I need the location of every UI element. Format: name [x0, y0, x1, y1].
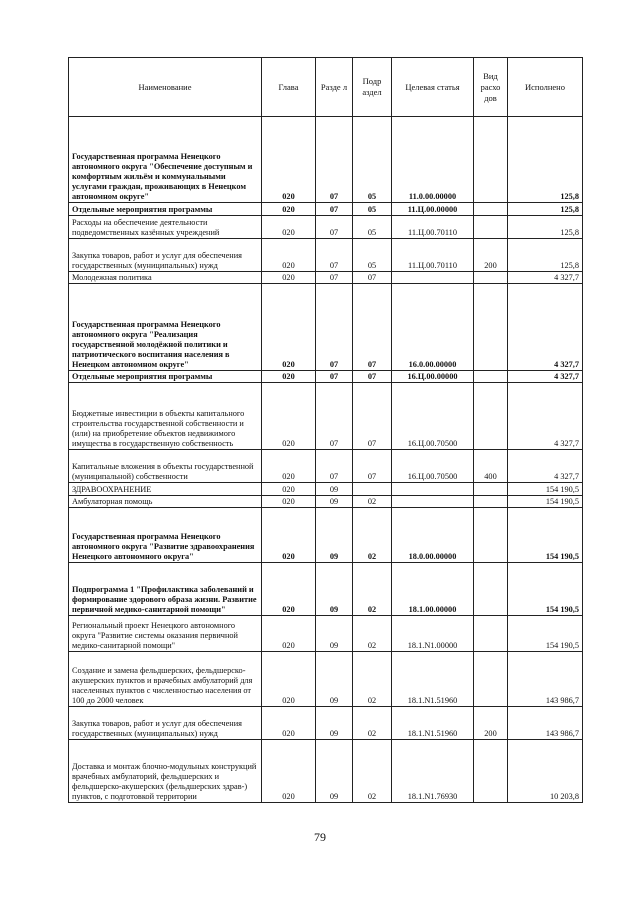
row-glava: 020 [262, 239, 316, 272]
row-glava: 020 [262, 508, 316, 563]
row-ispolneno: 154 190,5 [508, 616, 583, 652]
table-row [69, 284, 583, 371]
row-razdel: 07 [316, 284, 353, 371]
row-celevaya: 11.Ц.00.70110 [392, 216, 474, 239]
table-row [69, 117, 583, 203]
table-row [69, 383, 583, 450]
row-vid [474, 508, 508, 563]
header-glava: Глава [262, 58, 316, 117]
row-vid [474, 117, 508, 203]
row-podrazdel: 02 [353, 508, 392, 563]
row-celevaya: 11.Ц.00.70110 [392, 239, 474, 272]
row-vid [474, 272, 508, 284]
row-celevaya: 18.1.N1.51960 [392, 652, 474, 707]
row-glava: 020 [262, 117, 316, 203]
row-glava: 020 [262, 450, 316, 483]
row-vid: 200 [474, 239, 508, 272]
row-glava: 020 [262, 496, 316, 508]
table-row [69, 203, 583, 216]
row-name: Отдельные мероприятия программы [69, 203, 262, 216]
row-celevaya: 18.1.N1.76930 [392, 740, 474, 803]
row-vid [474, 371, 508, 383]
row-celevaya: 18.1.00.00000 [392, 563, 474, 616]
row-celevaya [392, 483, 474, 496]
row-vid [474, 216, 508, 239]
row-ispolneno: 125,8 [508, 203, 583, 216]
row-celevaya: 11.0.00.00000 [392, 117, 474, 203]
header-podrazdel: Подр аздел [353, 58, 392, 117]
row-name: Закупка товаров, работ и услуг для обеспечения государственных (муниципальных) нужд [69, 239, 262, 272]
row-razdel: 09 [316, 652, 353, 707]
row-name: Доставка и монтаж блочно-модульных конструкций врачебных амбулаторий, фельдшерских и фельдшерско-акушерских (фельдшерских здрав-) пунктов, с подготовкой территории [69, 740, 262, 803]
row-glava: 020 [262, 707, 316, 740]
row-name: Капитальные вложения в объекты государственной (муниципальной) собственности [69, 450, 262, 483]
row-glava: 020 [262, 483, 316, 496]
table-row [69, 371, 583, 383]
row-razdel: 09 [316, 563, 353, 616]
table-header-row [69, 58, 583, 117]
row-glava: 020 [262, 383, 316, 450]
row-ispolneno: 154 190,5 [508, 496, 583, 508]
row-ispolneno: 10 203,8 [508, 740, 583, 803]
table-row [69, 563, 583, 616]
row-ispolneno: 4 327,7 [508, 450, 583, 483]
row-glava: 020 [262, 272, 316, 284]
table-row [69, 239, 583, 272]
row-name: Создание и замена фельдшерских, фельдшерско-акушерских пунктов и врачебных амбулаторий для населенных пунктов с численностью населения от 100 до 2000 человек [69, 652, 262, 707]
page-number: 79 [314, 830, 326, 844]
row-vid: 200 [474, 707, 508, 740]
row-razdel: 07 [316, 239, 353, 272]
header-celevaya: Целевая статья [392, 58, 474, 117]
row-celevaya: 16.Ц.00.00000 [392, 371, 474, 383]
row-podrazdel: 05 [353, 216, 392, 239]
row-glava: 020 [262, 740, 316, 803]
row-razdel: 09 [316, 508, 353, 563]
row-podrazdel [353, 483, 392, 496]
row-podrazdel: 02 [353, 740, 392, 803]
row-vid [474, 383, 508, 450]
row-razdel: 09 [316, 483, 353, 496]
row-ispolneno: 4 327,7 [508, 284, 583, 371]
row-ispolneno: 125,8 [508, 117, 583, 203]
row-podrazdel: 07 [353, 371, 392, 383]
row-name: ЗДРАВООХРАНЕНИЕ [69, 483, 262, 496]
table-row [69, 508, 583, 563]
row-podrazdel: 02 [353, 616, 392, 652]
row-celevaya: 18.1.N1.51960 [392, 707, 474, 740]
row-razdel: 09 [316, 740, 353, 803]
row-vid: 400 [474, 450, 508, 483]
row-name: Амбулаторная помощь [69, 496, 262, 508]
row-celevaya: 18.0.00.00000 [392, 508, 474, 563]
row-razdel: 07 [316, 272, 353, 284]
header-razdel: Разде л [316, 58, 353, 117]
row-ispolneno: 154 190,5 [508, 563, 583, 616]
row-ispolneno: 125,8 [508, 239, 583, 272]
row-glava: 020 [262, 284, 316, 371]
row-celevaya: 16.Ц.00.70500 [392, 383, 474, 450]
row-vid [474, 652, 508, 707]
row-name: Региональный проект Ненецкого автономного округа "Развитие системы оказания первичной медико-санитарной помощи" [69, 616, 262, 652]
row-razdel: 07 [316, 117, 353, 203]
row-glava: 020 [262, 216, 316, 239]
table-row [69, 616, 583, 652]
row-name: Расходы на обеспечение деятельности подведомственных казённых учреждений [69, 216, 262, 239]
row-glava: 020 [262, 616, 316, 652]
header-ispolneno: Исполнено [508, 58, 583, 117]
row-vid [474, 483, 508, 496]
table-row [69, 740, 583, 803]
row-name: Отдельные мероприятия программы [69, 371, 262, 383]
row-podrazdel: 05 [353, 117, 392, 203]
row-name: Государственная программа Ненецкого автономного округа "Развитие здравоохранения Ненецкого автономного округа" [69, 508, 262, 563]
table-row [69, 652, 583, 707]
row-podrazdel: 02 [353, 496, 392, 508]
row-vid [474, 203, 508, 216]
row-celevaya: 16.Ц.00.70500 [392, 450, 474, 483]
row-razdel: 07 [316, 371, 353, 383]
row-glava: 020 [262, 652, 316, 707]
row-name: Подпрограмма 1 "Профилактика заболеваний и формирование здорового образа жизни. Развитие первичной медико-санитарной помощи" [69, 563, 262, 616]
row-ispolneno: 125,8 [508, 216, 583, 239]
row-podrazdel: 02 [353, 652, 392, 707]
row-razdel: 09 [316, 707, 353, 740]
row-razdel: 09 [316, 496, 353, 508]
row-celevaya: 11.Ц.00.00000 [392, 203, 474, 216]
row-ispolneno: 143 986,7 [508, 707, 583, 740]
row-podrazdel: 05 [353, 239, 392, 272]
row-razdel: 09 [316, 616, 353, 652]
row-podrazdel: 07 [353, 383, 392, 450]
row-name: Государственная программа Ненецкого автономного округа "Реализация государственной молодёжной политики и патриотического воспитания населения в Ненецком автономном округе" [69, 284, 262, 371]
table-row [69, 450, 583, 483]
row-celevaya [392, 272, 474, 284]
row-ispolneno: 143 986,7 [508, 652, 583, 707]
row-podrazdel: 05 [353, 203, 392, 216]
row-glava: 020 [262, 203, 316, 216]
row-vid [474, 563, 508, 616]
row-name: Закупка товаров, работ и услуг для обеспечения государственных (муниципальных) нужд [69, 707, 262, 740]
table-row [69, 496, 583, 508]
row-ispolneno: 4 327,7 [508, 383, 583, 450]
budget-table [68, 57, 583, 803]
row-vid [474, 284, 508, 371]
row-vid [474, 740, 508, 803]
row-ispolneno: 4 327,7 [508, 272, 583, 284]
row-glava: 020 [262, 371, 316, 383]
row-razdel: 07 [316, 450, 353, 483]
table-row [69, 707, 583, 740]
row-razdel: 07 [316, 216, 353, 239]
row-podrazdel: 07 [353, 450, 392, 483]
row-razdel: 07 [316, 203, 353, 216]
row-ispolneno: 4 327,7 [508, 371, 583, 383]
table-row [69, 272, 583, 284]
header-vid: Вид расхо дов [474, 58, 508, 117]
table-row [69, 483, 583, 496]
row-name: Бюджетные инвестиции в объекты капитального строительства государственной собственности и (или) на приобретение объектов недвижимого имущества в государственную собственность [69, 383, 262, 450]
table-row [69, 216, 583, 239]
row-razdel: 07 [316, 383, 353, 450]
row-podrazdel: 02 [353, 707, 392, 740]
row-podrazdel: 02 [353, 563, 392, 616]
row-celevaya: 16.0.00.00000 [392, 284, 474, 371]
row-vid [474, 496, 508, 508]
row-ispolneno: 154 190,5 [508, 483, 583, 496]
row-podrazdel: 07 [353, 272, 392, 284]
row-ispolneno: 154 190,5 [508, 508, 583, 563]
row-vid [474, 616, 508, 652]
row-podrazdel: 07 [353, 284, 392, 371]
row-name: Государственная программа Ненецкого автономного округа "Обеспечение доступным и комфортным жильём и коммунальными услугами граждан, проживающих в Ненецком автономном округе" [69, 117, 262, 203]
header-name: Наименование [69, 58, 262, 117]
row-name: Молодежная политика [69, 272, 262, 284]
row-celevaya [392, 496, 474, 508]
row-glava: 020 [262, 563, 316, 616]
row-celevaya: 18.1.N1.00000 [392, 616, 474, 652]
